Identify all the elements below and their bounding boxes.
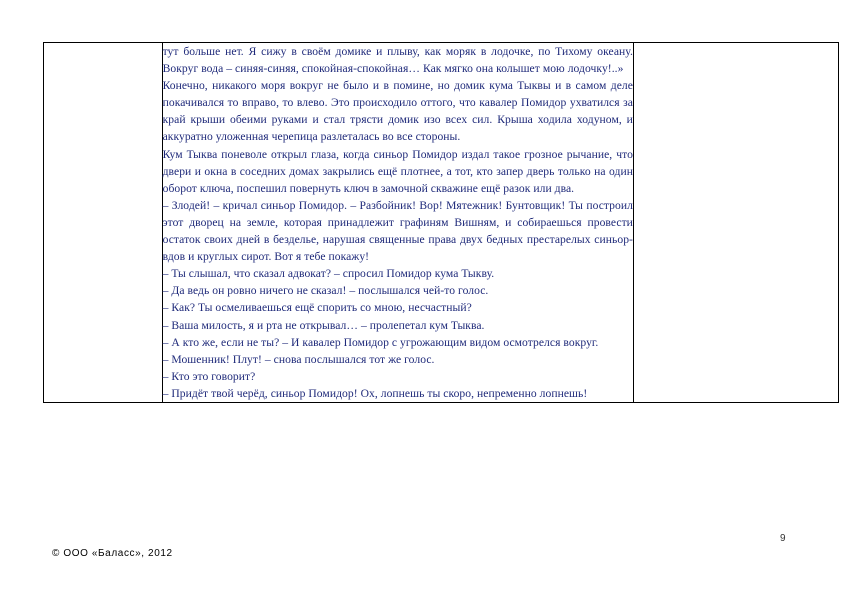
paragraph-6: – Да ведь он ровно ничего не сказал! – послышался чей-то голос. <box>162 284 489 298</box>
copyright-footer: © ООО «Баласс», 2012 <box>52 548 173 559</box>
paragraph-12: – Придёт твой черёд, синьор Помидор! Ох, лопнешь ты скоро, непременно лопнешь! <box>162 386 588 400</box>
paragraph-9: – А кто же, если не ты? – И кавалер Помидор с угрожающим видом осмотрелся вокруг. <box>162 335 599 349</box>
table-row <box>44 43 839 403</box>
right-empty-cell <box>633 43 838 403</box>
paragraph-7: – Как? Ты осмеливаешься ещё спорить со мною, несчастный? <box>162 301 472 315</box>
page-number: 9 <box>780 533 786 544</box>
left-empty-cell <box>44 43 163 403</box>
paragraph-4: – Злодей! – кричал синьор Помидор. – Разбойник! Вор! Мятежник! Бунтовщик! Ты построил этот дворец на земле, которая принадлежит графиням Вишням, и собираешься провести остаток своих дней в безделье, нарушая священные права двух бедных престарелых синьор-вдов и круглых сирот. Вот я тебе покажу! <box>162 198 633 264</box>
paragraph-1: тут больше нет. Я сижу в своём домике и плыву, как моряк в лодочке, по Тихому океану. Вокруг вода – синяя-синяя, спокойная-спокойная… Как мягко она колышет мою лодочку!..» <box>162 45 633 76</box>
paragraph-3: Кум Тыква поневоле открыл глаза, когда синьор Помидор издал такое грозное рычание, что двери и окна в соседних домах закрылись ещё плотнее, а тот, кто запер дверь только на один оборот ключа, поспешил повернуть ключ в замочной скважине ещё разок или два. <box>162 147 633 195</box>
paragraph-2: Конечно, никакого моря вокруг не было и в помине, но домик кума Тыквы и в самом деле покачивался то вправо, то влево. Это происходило оттого, что кавалер Помидор ухватился за край крыши обеими руками и стал трясти домик изо всех сил. Крыша ходила ходуном, и аккуратно уложенная черепица разлеталась во все стороны. <box>162 79 633 144</box>
paragraph-5: – Ты слышал, что сказал адвокат? – спросил Помидор кума Тыкву. <box>162 267 495 281</box>
content-table <box>43 42 839 403</box>
story-text-cell <box>162 43 633 403</box>
paragraph-11: – Кто это говорит? <box>162 369 256 383</box>
paragraph-10: – Мошенник! Плут! – снова послышался тот же голос. <box>162 352 435 366</box>
paragraph-8: – Ваша милость, я и рта не открывал… – пролепетал кум Тыква. <box>162 318 485 332</box>
